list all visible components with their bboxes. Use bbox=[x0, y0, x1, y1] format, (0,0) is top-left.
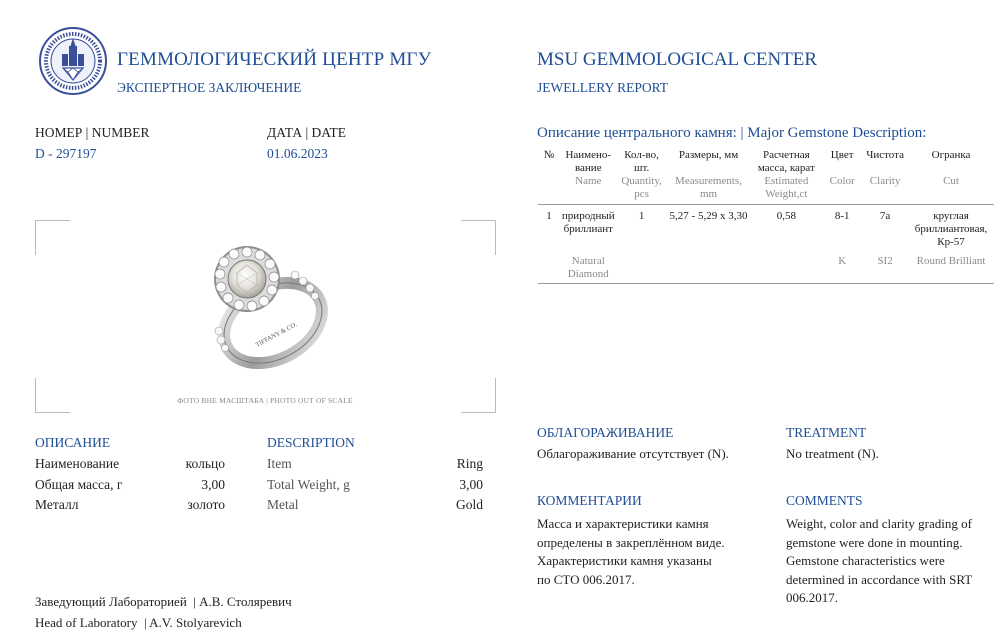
cell-ru-measurements: 5,27 - 5,29 x 3,30 bbox=[669, 210, 748, 222]
desc-en-weight-value: 3,00 bbox=[459, 477, 483, 492]
cell-en-color: K bbox=[822, 249, 862, 284]
desc-ru-metal-value: золото bbox=[187, 497, 225, 512]
treatment-en-heading: TREATMENT bbox=[786, 425, 867, 440]
comments-en-line: Weight, color and clarity grading of bbox=[786, 516, 972, 531]
header-en-clarity: Clarity bbox=[862, 175, 908, 205]
comments-ru-line: по СТО 006.2017. bbox=[537, 571, 635, 587]
cell-en-clarity: SI2 bbox=[862, 249, 908, 284]
desc-ru-metal-label: Металл bbox=[35, 497, 79, 512]
header-en-measurements: Measurements, mm bbox=[667, 175, 751, 205]
header-ru-cut: Огранка bbox=[931, 149, 971, 161]
comments-en-text bbox=[786, 515, 996, 608]
comments-ru-line: Масса и характеристики камня bbox=[537, 516, 709, 531]
desc-en-weight-label: Total Weight, g bbox=[267, 477, 350, 492]
desc-ru-weight-value: 3,00 bbox=[201, 477, 225, 492]
signature-ru: Заведующий Лабораторией | А.В. Столяревич bbox=[35, 594, 292, 609]
desc-ru-item-value: кольцо bbox=[185, 456, 225, 471]
header-en-no bbox=[538, 175, 560, 205]
header-ru-no: № bbox=[543, 149, 555, 161]
header-ru-measurements: Размеры, мм bbox=[678, 149, 739, 161]
subtitle-en: JEWELLERY REPORT bbox=[537, 80, 669, 95]
title-ru: ГЕММОЛОГИЧЕСКИЙ ЦЕНТР МГУ bbox=[117, 49, 432, 70]
subtitle-ru: ЭКСПЕРТНОЕ ЗАКЛЮЧЕНИЕ bbox=[117, 80, 302, 95]
treatment-en-text: No treatment (N). bbox=[786, 446, 879, 461]
cell-ru-clarity: 7a bbox=[879, 210, 891, 222]
desc-ru-item-label: Наименование bbox=[35, 456, 120, 471]
comments-ru-line: определены в закреплённом виде. bbox=[537, 534, 725, 550]
ring-photo bbox=[195, 235, 335, 370]
comments-en-line: gemstone were done in mounting. bbox=[786, 534, 963, 550]
comments-en-line: Gemstone characteristics were bbox=[786, 553, 945, 568]
gemstone-table bbox=[538, 146, 994, 284]
header-ru-color: Цвет bbox=[830, 149, 854, 161]
cell-ru-no: 1 bbox=[546, 210, 552, 222]
header-en-weight: Estimated Weight,ct bbox=[750, 175, 822, 205]
cell-en-name: Natural Diamond bbox=[560, 249, 617, 284]
cell-ru-color: 8-1 bbox=[834, 210, 850, 222]
desc-ru-weight-label: Общая масса, г bbox=[35, 477, 123, 492]
gemstone-title: Описание центрального камня: | Major Gemstone Description: bbox=[537, 125, 927, 141]
comments-en-heading: COMMENTS bbox=[786, 493, 863, 508]
engraving-text: TIFFANY & CO. bbox=[254, 321, 299, 349]
cell-en-quantity bbox=[617, 249, 667, 284]
title-en: MSU GEMMOLOGICAL CENTER bbox=[537, 49, 818, 70]
cell-en-measurements bbox=[667, 249, 751, 284]
comments-en-line: determined in accordance with SRT bbox=[786, 571, 973, 587]
cell-en-cut: Round Brilliant bbox=[908, 249, 994, 284]
desc-en-item-value: Ring bbox=[456, 456, 483, 471]
treatment-ru-heading: ОБЛАГОРАЖИВАНИЕ bbox=[537, 425, 674, 440]
number-label: НОМЕР | NUMBER bbox=[35, 125, 150, 140]
number-value: D - 297197 bbox=[35, 146, 97, 161]
signature-en: Head of Laboratory | A.V. Stolyarevich bbox=[35, 615, 242, 630]
cell-ru-name: природный бриллиант bbox=[561, 210, 615, 235]
cell-en-weight bbox=[750, 249, 822, 284]
header-ru-name: Наимено-вание bbox=[565, 149, 612, 174]
frame-corner-tl bbox=[35, 220, 70, 255]
cell-en-no bbox=[538, 249, 560, 284]
frame-corner-tr bbox=[461, 220, 496, 255]
cell-ru-cut: круглая бриллиантовая, Кр-57 bbox=[914, 210, 988, 248]
cell-ru-quantity: 1 bbox=[638, 210, 645, 222]
desc-en-metal-value: Gold bbox=[456, 497, 483, 512]
header-ru-weight: Расчетная масса, карат bbox=[757, 149, 815, 174]
header-en-cut: Cut bbox=[908, 175, 994, 205]
comments-ru-line: Характеристики камня указаны bbox=[537, 553, 712, 568]
header-ru-quantity: Кол-во, шт. bbox=[624, 149, 659, 174]
comments-en-line: 006.2017. bbox=[786, 590, 838, 605]
description-en-heading: DESCRIPTION bbox=[267, 435, 355, 450]
header-ru-clarity: Чистота bbox=[866, 149, 904, 161]
desc-en-item-label: Item bbox=[267, 456, 292, 471]
photo-caption: ФОТО ВНЕ МАСШТАБА | PHOTO OUT OF SCALE bbox=[177, 396, 353, 405]
header-en-name: Name bbox=[560, 175, 617, 205]
comments-ru-text bbox=[537, 515, 777, 589]
treatment-ru-text: Облагораживание отсутствует (N). bbox=[537, 446, 729, 461]
comments-ru-heading: КОММЕНТАРИИ bbox=[537, 493, 642, 508]
date-label: ДАТА | DATE bbox=[267, 125, 347, 140]
header-en-color: Color bbox=[822, 175, 862, 205]
date-value: 01.06.2023 bbox=[267, 146, 328, 161]
description-ru-heading: ОПИСАНИЕ bbox=[35, 435, 111, 450]
cell-ru-weight: 0,58 bbox=[776, 210, 796, 222]
header-en-quantity: Quantity, pcs bbox=[617, 175, 667, 205]
msu-logo bbox=[38, 26, 108, 96]
desc-en-metal-label: Metal bbox=[267, 497, 299, 512]
